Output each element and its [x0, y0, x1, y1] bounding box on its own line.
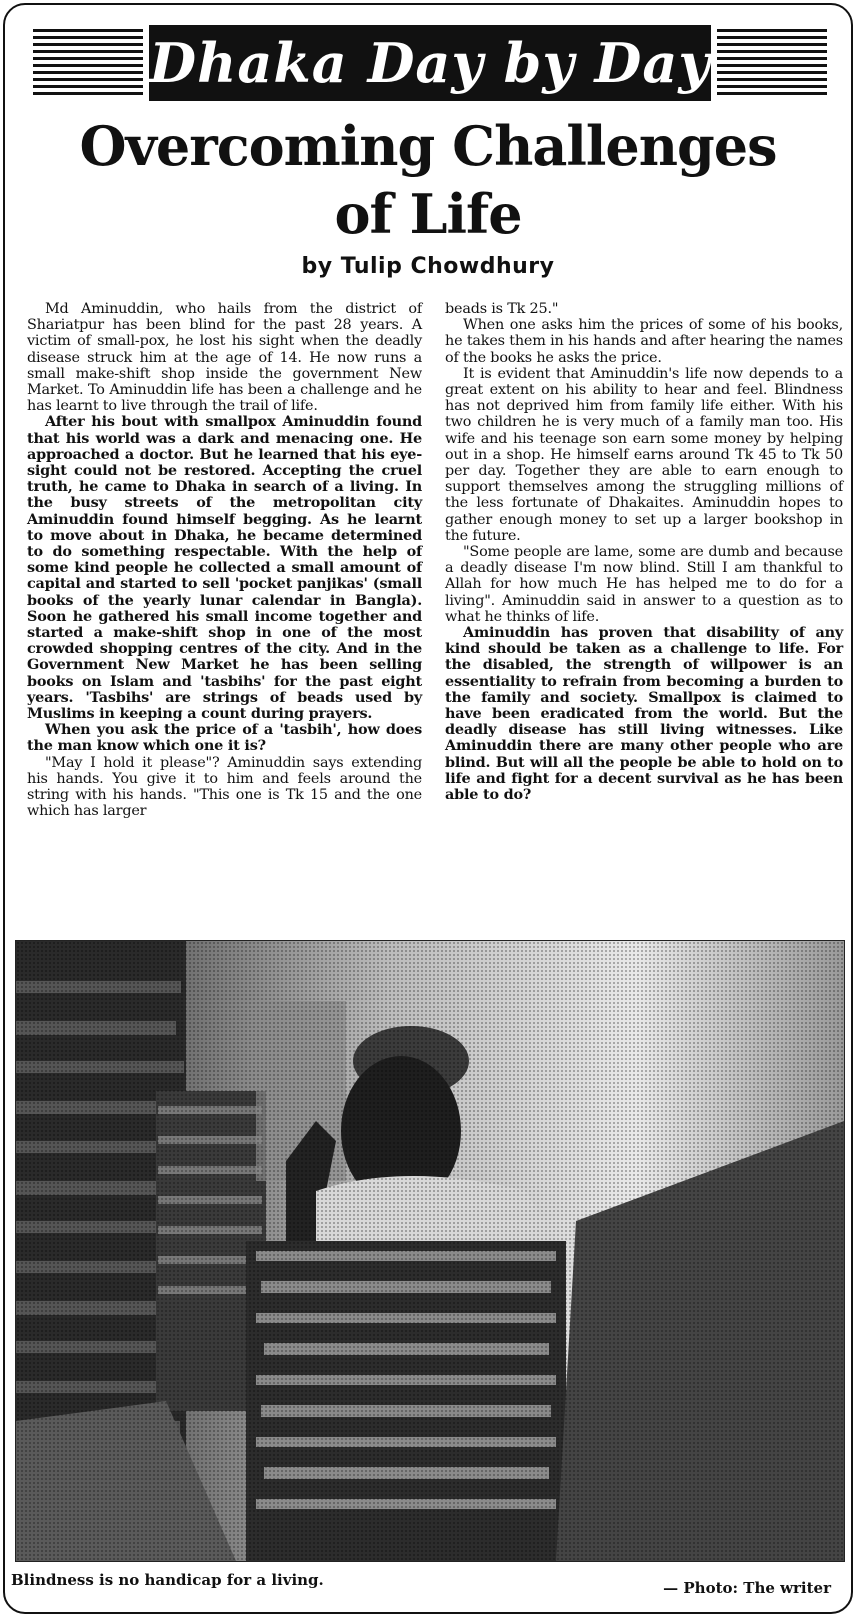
paragraph: After his bout with smallpox Aminuddin found that his world was a dark and menacing one. He approached a doctor. But he learned that his eye-sight could not be restored. Accepting the cruel truth, he came to Dhaka in search of a living. In the busy streets of the metropolitan city Aminuddin found himself begging. As he learnt to move about in Dhaka, he became determined to do something respectable. With the help of some kind people he collected a small amount of capital and started to sell 'pocket panjikas' (small books of the yearly lunar calendar in Bangla). Soon he gathered his small income together and started a make-shift shop in one of the most crowded shopping centres of the city. And in the Government New Market he has been selling books on Islam and 'tasbihs' for the past eight years. 'Tasbihs' are strings of beads used by Muslims in keeping a count during prayers. — [27, 413, 422, 723]
paragraph: "May I hold it please"? Aminuddin says extending his hands. You give it to him and feels around the string with his hands. "This one is Tk 15 and the one which has larger — [27, 754, 422, 820]
paragraph: "Some people are lame, some are dumb and because a deadly disease I'm now blind. Still I am thankful to Allah for how much He has helped me to do for a living". Aminuddin said in answer to a question as to what he thinks of life. — [445, 544, 843, 625]
article-photo — [15, 940, 845, 1562]
banner-box — [149, 25, 711, 101]
banner-rule-left — [33, 29, 143, 97]
paragraph: When you ask the price of a 'tasbih', how does the man know which one it is? — [27, 721, 422, 755]
article-column-right — [445, 301, 843, 803]
photo-caption: Blindness is no handicap for a living. — [11, 1571, 324, 1589]
paragraph: It is evident that Aminuddin's life now depends to a great extent on his ability to hear and feel. Blindness has not deprived him from family life either. With his two children he is very much of a family man too. His wife and his teenage son earn some money by helping out in a shop. He himself earns around Tk 45 to Tk 50 per day. Together they are able to earn enough to support themselves among the struggling millions of the less fortunate of Dhakaites. Aminuddin hopes to gather enough money to set up a larger bookshop in the future. — [445, 365, 843, 544]
section-title: Dhaka Day by Day — [149, 31, 711, 95]
paragraph: beads is Tk 25." — [445, 301, 559, 317]
photo-bookseller — [16, 941, 844, 1561]
newspaper-clipping — [3, 3, 853, 1614]
photo-credit: — Photo: The writer — [663, 1579, 831, 1597]
headline-line-1: Overcoming Challenges — [79, 114, 777, 178]
byline: by Tulip Chowdhury — [301, 254, 555, 279]
paragraph: Md Aminuddin, who hails from the district of Shariatpur has been blind for the past 28 years. A victim of small-pox, he lost his sight when the deadly disease struck him at the age of 14. He now runs a small make-shift shop inside the government New Market. To Aminuddin life has been a challenge and he has learnt to live through the trail of life. — [27, 301, 422, 415]
headline-line-2: of Life — [334, 182, 522, 246]
article-column-left — [27, 301, 422, 820]
banner-rule-right — [717, 29, 827, 97]
section-banner — [21, 25, 839, 107]
paragraph: Aminuddin has proven that disability of any kind should be taken as a challenge to life. For the disabled, the strength of willpower is an essentiality to refrain from becoming a burden to the family and society. Smallpox is claimed to have been eradicated from the world. But the deadly disease has still living witnesses. Like Aminuddin there are many other people who are blind. But will all the people be able to hold on to life and fight for a decent survival as he has been able to do? — [445, 624, 843, 804]
paragraph: When one asks him the prices of some of his books, he takes them in his hands and after hearing the names of the books he asks the price. — [445, 317, 843, 366]
